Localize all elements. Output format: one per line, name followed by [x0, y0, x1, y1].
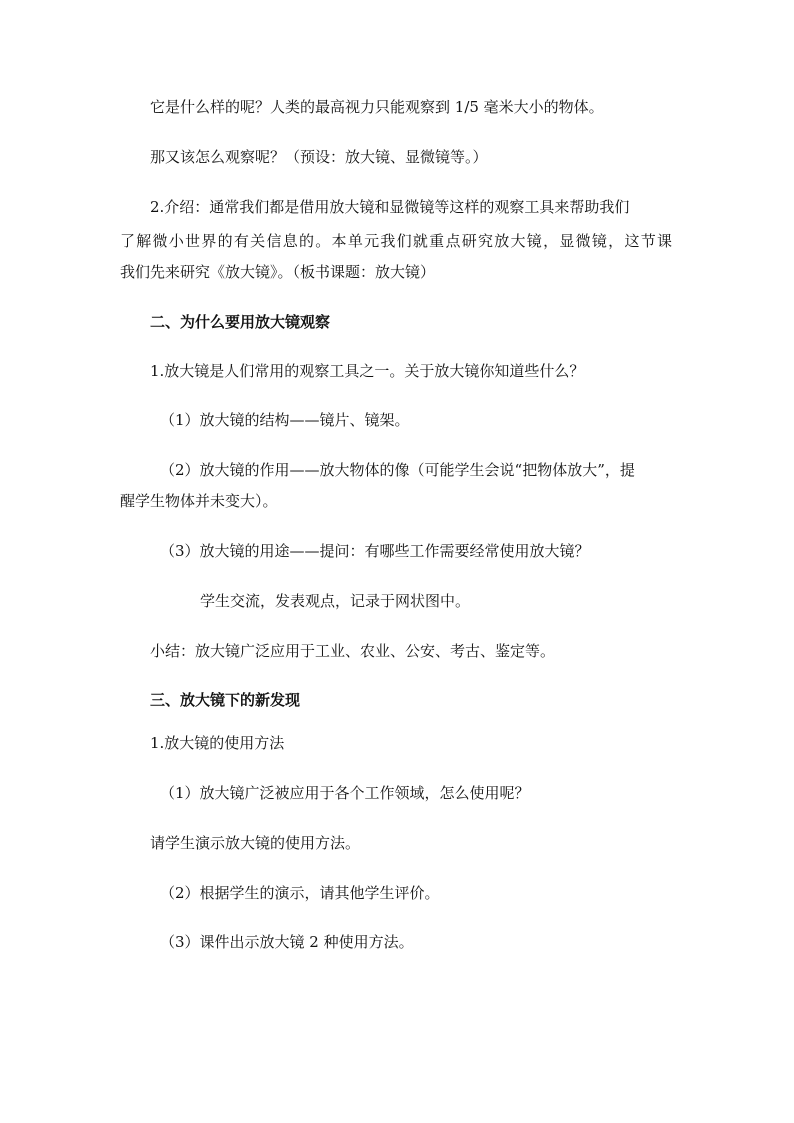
- paragraph-line: 那又该怎么观察呢？（预设：放大镜、显微镜等。）: [150, 148, 488, 166]
- paragraph-line: 学生交流，发表观点，记录于网状图中。: [200, 592, 471, 610]
- paragraph-line: 醒学生物体并未变大）。: [120, 492, 278, 510]
- paragraph-line: 1.放大镜是人们常用的观察工具之一。关于放大镜你知道些什么？: [150, 362, 585, 380]
- paragraph-line: 了解微小世界的有关信息的。本单元我们就重点研究放大镜，显微镜，这节课: [120, 232, 672, 250]
- paragraph-line: （2）根据学生的演示，请其他学生评价。: [160, 884, 440, 902]
- paragraph-line: （1）放大镜的结构——镜片、镜架。: [160, 411, 410, 429]
- paragraph-line: 我们先来研究《放大镜》。（板书课题：放大镜）: [120, 263, 436, 281]
- section-heading: 三、放大镜下的新发现: [150, 691, 301, 709]
- summary-line: 小结：放大镜广泛应用于工业、农业、公安、考古、鉴定等。: [150, 642, 556, 660]
- section-heading: 二、为什么要用放大镜观察: [150, 313, 331, 331]
- paragraph-line: 2.介绍：通常我们都是借用放大镜和显微镜等这样的观察工具来帮助我们: [150, 198, 630, 216]
- paragraph-line: （1）放大镜广泛被应用于各个工作领域，怎么使用呢？: [160, 784, 530, 802]
- paragraph-line: 1.放大镜的使用方法: [150, 734, 285, 752]
- paragraph-line: （3）课件出示放大镜 2 种使用方法。: [160, 933, 414, 951]
- paragraph-line: （2）放大镜的作用——放大物体的像（可能学生会说“把物体放大”，提: [160, 461, 635, 479]
- paragraph-line: 它是什么样的呢？人类的最高视力只能观察到 1/5 毫米大小的物体。: [150, 98, 604, 116]
- paragraph-line: （3）放大镜的用途——提问：有哪些工作需要经常使用放大镜？: [160, 542, 590, 560]
- paragraph-line: 请学生演示放大镜的使用方法。: [150, 834, 361, 852]
